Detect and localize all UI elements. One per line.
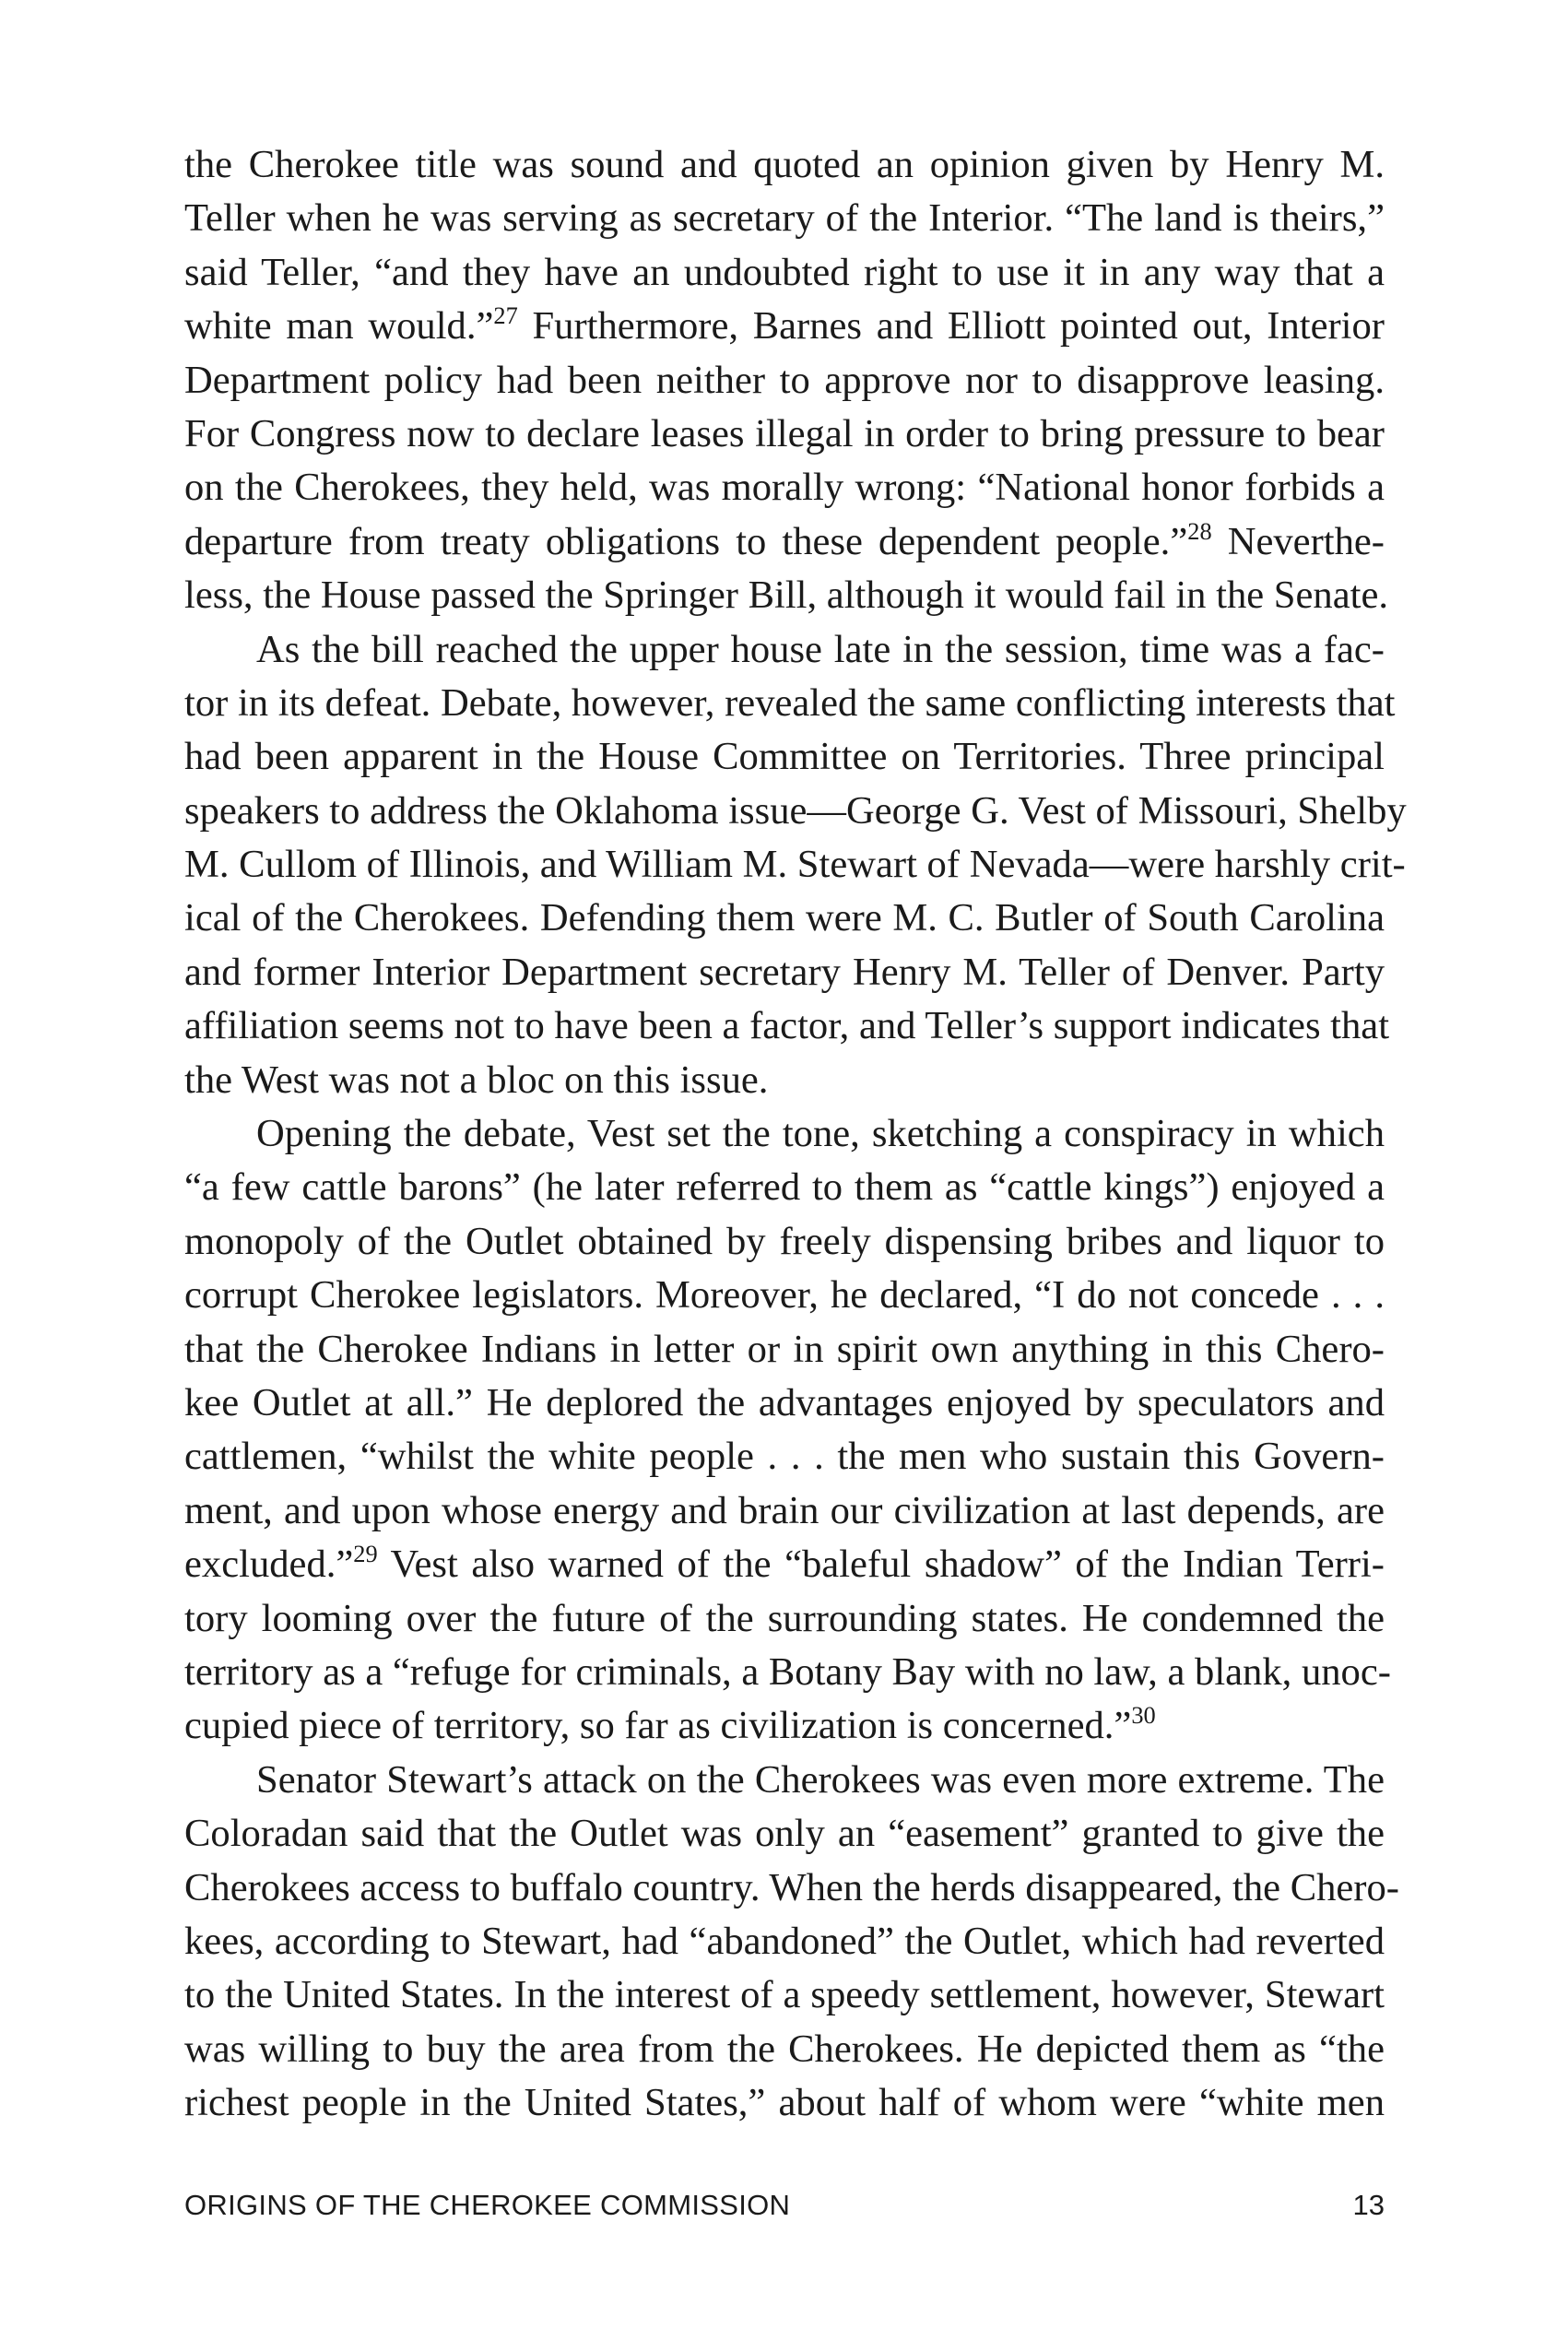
footnote-marker: 30 [1131, 1701, 1156, 1730]
text-line: said Teller, “and they have an undoubted right to use it in any way that a [184, 250, 1385, 294]
page-number: 13 [1352, 2189, 1385, 2221]
text-line: Teller when he was serving as secretary of the Interior. “The land is theirs,” [184, 196, 1385, 241]
text-line: on the Cherokees, they held, was morally wrong: “National honor forbids a [184, 466, 1385, 510]
text-line: Senator Stewart’s attack on the Cherokees was even more extreme. The [256, 1757, 1385, 1802]
text-line: the West was not a bloc on this issue. [184, 1058, 769, 1102]
text-line: ical of the Cherokees. Defending them were M. C. Butler of South Carolina [184, 896, 1385, 940]
footnote-marker: 27 [493, 301, 518, 330]
text-line [184, 1538, 1385, 1591]
text-line: Coloradan said that the Outlet was only an “easement” granted to give the [184, 1812, 1385, 1856]
text-line: less, the House passed the Springer Bill, although it would fail in the Senate. [184, 573, 1388, 618]
text-line: corrupt Cherokee legislators. Moreover, he declared, “I do not concede . . . [184, 1273, 1385, 1318]
text-line: speakers to address the Oklahoma issue—George G. Vest of Missouri, Shelby [184, 788, 1407, 833]
text-line: kees, according to Stewart, had “abandoned” the Outlet, which had reverted [184, 1919, 1385, 1963]
line-text: white man would.” [184, 304, 494, 349]
text-line: richest people in the United States,” about half of whom were “white men [184, 2081, 1385, 2125]
text-line: had been apparent in the House Committee on Territories. Three principal [184, 735, 1385, 779]
text-line: Cherokees access to buffalo country. When the herds disappeared, the Chero- [184, 1865, 1399, 1909]
line-text: Vest also warned of the “baleful shadow” of the Indian Terri- [377, 1542, 1385, 1587]
text-line: ment, and upon whose energy and brain our civilization at last depends, are [184, 1488, 1385, 1532]
body-text [184, 138, 1407, 2130]
text-line: tor in its defeat. Debate, however, revealed the same conflicting interests that [184, 680, 1396, 725]
text-line: and former Interior Department secretary Henry M. Teller of Denver. Party [184, 950, 1385, 994]
text-line: cattlemen, “whilst the white people . . . the men who sustain this Govern- [184, 1435, 1385, 1479]
line-text: cupied piece of territory, so far as civilization is concerned.” [184, 1704, 1132, 1748]
text-line: Opening the debate, Vest set the tone, sketching a conspiracy in which [256, 1112, 1385, 1156]
text-line [184, 515, 1385, 569]
text-line: tory looming over the future of the surrounding states. He condemned the [184, 1596, 1385, 1640]
text-line: monopoly of the Outlet obtained by freely dispensing bribes and liquor to [184, 1219, 1385, 1263]
text-line: As the bill reached the upper house late in the session, time was a fac- [256, 627, 1385, 671]
text-line [184, 1699, 1385, 1753]
text-line: was willing to buy the area from the Cherokees. He depicted them as “the [184, 2027, 1385, 2071]
line-text: excluded.” [184, 1542, 354, 1587]
text-line: the Cherokee title was sound and quoted an opinion given by Henry M. [184, 143, 1385, 186]
line-text: departure from treaty obligations to these dependent people.” [184, 519, 1188, 563]
line-text: Neverthe- [1211, 519, 1385, 563]
text-line [184, 300, 1385, 353]
footnote-marker: 29 [353, 1540, 378, 1568]
text-line: “a few cattle barons” (he later referred to them as “cattle kings”) enjoyed a [184, 1165, 1385, 1210]
running-head: ORIGINS OF THE CHEROKEE COMMISSION [184, 2189, 791, 2221]
text-line: kee Outlet at all.” He deplored the advantages enjoyed by speculators and [184, 1380, 1385, 1424]
text-line: Department policy had been neither to approve nor to disapprove leasing. [184, 358, 1385, 402]
line-text: Furthermore, Barnes and Elliott pointed out, Interior [517, 304, 1385, 349]
text-line: affiliation seems not to have been a factor, and Teller’s support indicates that [184, 1004, 1390, 1048]
text-line: territory as a “refuge for criminals, a Botany Bay with no law, a blank, unoc- [184, 1649, 1391, 1694]
text-line: M. Cullom of Illinois, and William M. Stewart of Nevada—were harshly crit- [184, 843, 1406, 887]
text-line: that the Cherokee Indians in letter or in spirit own anything in this Chero- [184, 1327, 1385, 1371]
footnote-marker: 28 [1187, 516, 1212, 545]
text-line: For Congress now to declare leases illegal in order to bring pressure to bear [184, 411, 1385, 455]
text-line: to the United States. In the interest of a speedy settlement, however, Stewart [184, 1973, 1385, 2017]
page-footer [184, 2189, 1385, 2235]
